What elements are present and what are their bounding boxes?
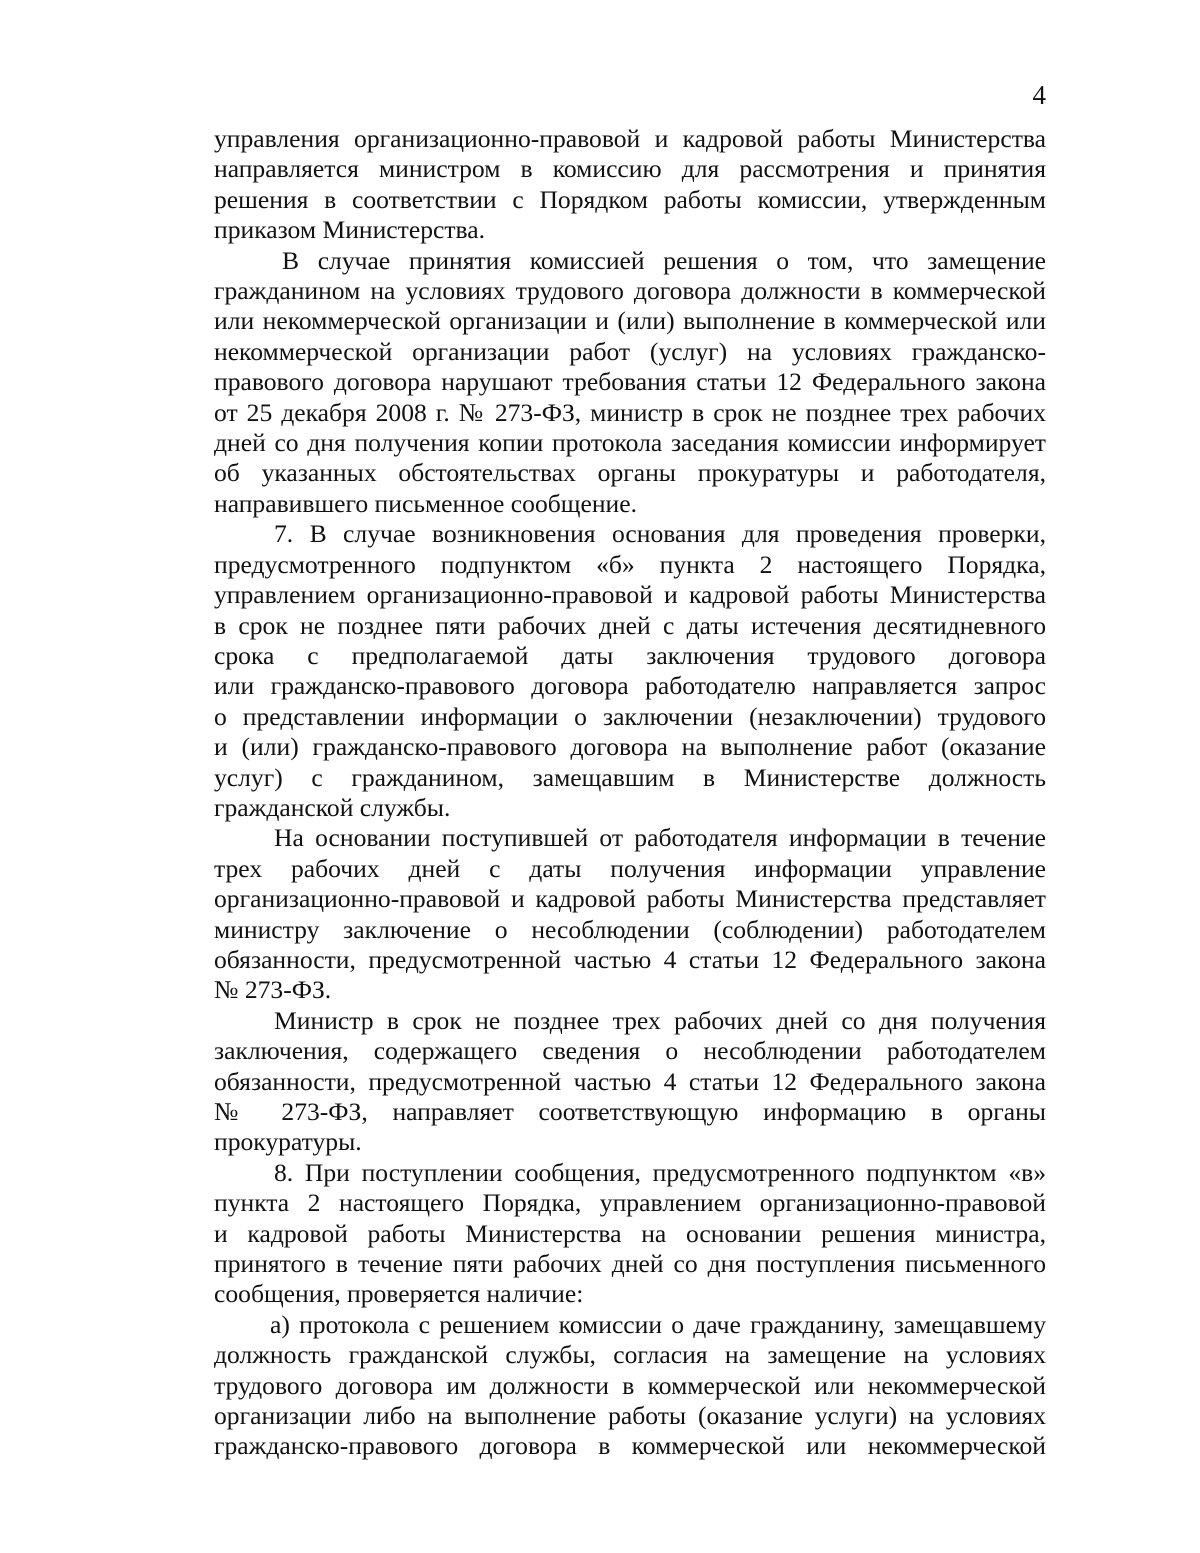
text-line: обязанности, предусмотренной частью 4 статьи 12 Федерального закона <box>214 944 1046 974</box>
text-line: гражданской службы. <box>214 792 451 822</box>
text-line: в срок не позднее пяти рабочих дней с даты истечения десятидневного <box>214 610 1046 640</box>
text-line: дней со дня получения копии протокола заседания комиссии информирует <box>214 428 1046 458</box>
text-line: сообщения, проверяется наличие: <box>214 1279 584 1309</box>
text-line: 8. При поступлении сообщения, предусмотренного подпунктом «в» <box>274 1157 1046 1187</box>
text-line: или некоммерческой организации и (или) выполнение в коммерческой или <box>214 306 1046 336</box>
text-line: и (или) гражданско-правового договора на выполнение работ (оказание <box>214 732 1046 762</box>
text-line: управлением организационно-правовой и кадровой работы Министерства <box>214 580 1046 610</box>
paragraph <box>214 519 1046 823</box>
text-line: № 273-ФЗ, направляет соответствующую информацию в органы <box>214 1097 1046 1126</box>
text-line: министру заключение о несоблюдении (соблюдении) работодателем <box>214 914 1046 944</box>
paragraph <box>214 823 1046 1005</box>
text-line: и кадровой работы Министерства на основании решения министра, <box>214 1218 1046 1248</box>
paragraph <box>214 1006 1046 1158</box>
text-line: направившего письменное сообщение. <box>214 488 637 518</box>
text-line: об указанных обстоятельствах органы прокуратуры и работодателя, <box>214 458 1046 488</box>
text-line: управления организационно-правовой и кадровой работы Министерства <box>214 124 1046 153</box>
text-line: трех рабочих дней с даты получения информации управление <box>214 853 1046 883</box>
text-line: прокуратуры. <box>214 1127 362 1157</box>
text-line: приказом Министерства. <box>214 215 486 245</box>
text-line: предусмотренного подпунктом «б» пункта 2 настоящего Порядка, <box>214 549 1046 579</box>
text-line: некоммерческой организации работ (услуг) на условиях гражданско- <box>214 336 1046 366</box>
text-line: 7. В случае возникновения основания для проведения проверки, <box>274 519 1046 549</box>
text-line: а) протокола с решением комиссии о даче гражданину, замещавшему <box>270 1309 1046 1339</box>
text-line: На основании поступившей от работодателя информации в течение <box>274 823 1046 853</box>
text-line: о представлении информации о заключении (незаключении) трудового <box>214 701 1046 731</box>
paragraph <box>214 246 1046 520</box>
page-number: 4 <box>1032 80 1046 110</box>
text-line: услуг) с гражданином, замещавшим в Министерстве должность <box>214 762 1046 792</box>
text-line: срока с предполагаемой даты заключения трудового договора <box>214 640 1046 670</box>
text-line: № 273-ФЗ. <box>214 975 332 1005</box>
text-line: гражданско-правового договора в коммерческой или некоммерческой <box>214 1431 1046 1461</box>
text-line: от 25 декабря 2008 г. № 273-ФЗ, министр в срок не позднее трех рабочих <box>214 397 1046 427</box>
text-line: решения в соответствии с Порядком работы комиссии, утвержденным <box>214 184 1046 214</box>
text-line: правового договора нарушают требования статьи 12 Федерального закона <box>214 367 1046 397</box>
paragraph <box>214 1310 1046 1462</box>
text-line: заключения, содержащего сведения о несоблюдении работодателем <box>214 1036 1046 1066</box>
text-line: или гражданско-правового договора работодателю направляется запрос <box>214 671 1046 701</box>
text-line: пункта 2 настоящего Порядка, управлением организационно-правовой <box>214 1188 1046 1218</box>
paragraph <box>214 124 1046 246</box>
text-line: должность гражданской службы, согласия на замещение на условиях <box>214 1340 1046 1370</box>
text-line: трудового договора им должности в коммерческой или некоммерческой <box>214 1370 1046 1400</box>
text-line: принятого в течение пяти рабочих дней со дня поступления письменного <box>214 1249 1046 1279</box>
text-line: гражданином на условиях трудового договора должности в коммерческой <box>214 276 1046 306</box>
text-line: организационно-правовой и кадровой работы Министерства представляет <box>214 884 1046 914</box>
paragraph <box>214 1158 1046 1310</box>
text-line: организации либо на выполнение работы (оказание услуги) на условиях <box>214 1401 1046 1431</box>
text-line: обязанности, предусмотренной частью 4 статьи 12 Федерального закона <box>214 1066 1046 1096</box>
text-line: направляется министром в комиссию для рассмотрения и принятия <box>214 154 1046 184</box>
text-line: В случае принятия комиссией решения о том, что замещение <box>282 245 1046 275</box>
document-body <box>214 124 1046 1462</box>
text-line: Министр в срок не позднее трех рабочих дней со дня получения <box>274 1005 1046 1035</box>
